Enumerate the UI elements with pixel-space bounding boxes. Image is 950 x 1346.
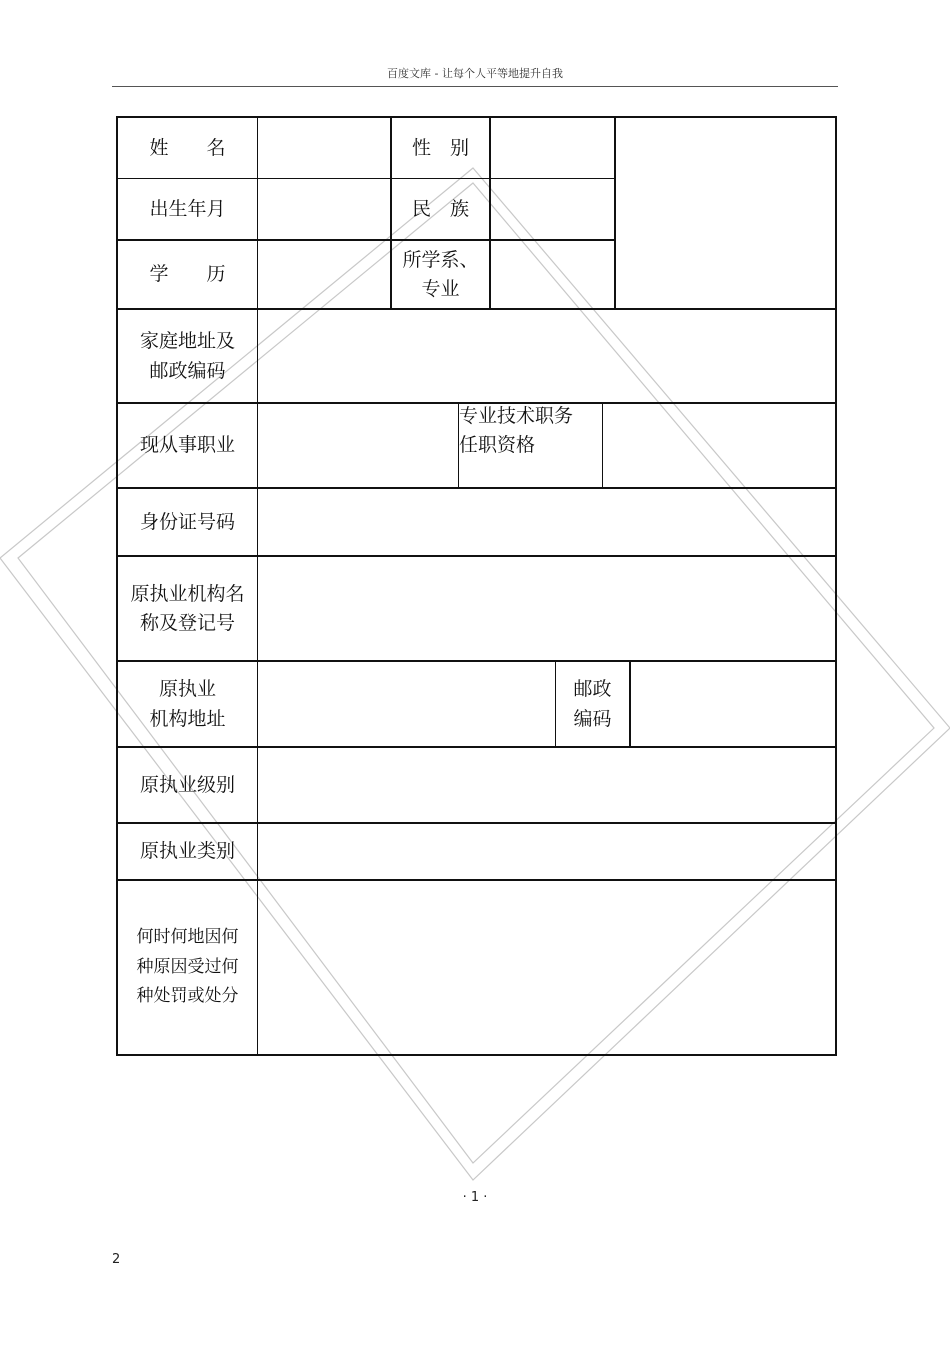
title-label: 专业技术职务 任职资格: [459, 405, 574, 457]
registration-form: [116, 116, 837, 1056]
page-number: · 1 ·: [462, 1190, 488, 1205]
occupation-label: 现从事职业: [139, 434, 235, 457]
id-label: 身份证号码: [139, 510, 235, 533]
birth-field[interactable]: [258, 179, 390, 239]
title-field[interactable]: [603, 404, 835, 487]
id-field[interactable]: [258, 489, 835, 555]
occupation-field[interactable]: [258, 404, 458, 487]
education-label: 学 历: [149, 263, 226, 286]
address-label: 家庭地址及 邮政编码: [139, 329, 235, 382]
ethnicity-field[interactable]: [491, 179, 614, 239]
name-field[interactable]: [258, 118, 390, 178]
orig-type-field[interactable]: [258, 824, 835, 879]
ethnicity-label: 民 族: [411, 197, 469, 220]
penalty-field[interactable]: [258, 881, 835, 1054]
orig-level-field[interactable]: [258, 748, 835, 822]
gender-label: 性 别: [411, 136, 469, 159]
name-label: 姓 名: [149, 136, 226, 159]
photo-area[interactable]: [616, 118, 835, 308]
penalty-label: 何时何地因何 种原因受过何 种处罚或处分: [136, 926, 239, 1007]
department-field[interactable]: [491, 241, 614, 308]
orig-addr-field[interactable]: [258, 662, 555, 746]
birth-label: 出生年月: [149, 197, 226, 220]
gender-field[interactable]: [491, 118, 614, 178]
postcode-label: 邮政 编码: [573, 677, 612, 730]
orig-type-label: 原执业类别: [139, 840, 235, 863]
department-label: 所学系、 专业: [402, 249, 479, 300]
corner-number: 2: [112, 1252, 121, 1267]
education-field[interactable]: [258, 241, 390, 308]
orig-addr-label: 原执业 机构地址: [149, 677, 226, 730]
orig-org-label: 原执业机构名 称及登记号: [130, 583, 245, 634]
orig-org-field[interactable]: [258, 557, 835, 660]
page-header: 百度文库 - 让每个人平等地提升自我: [112, 62, 838, 87]
postcode-field[interactable]: [631, 662, 835, 746]
orig-level-label: 原执业级别: [139, 773, 235, 796]
address-field[interactable]: [258, 310, 835, 402]
